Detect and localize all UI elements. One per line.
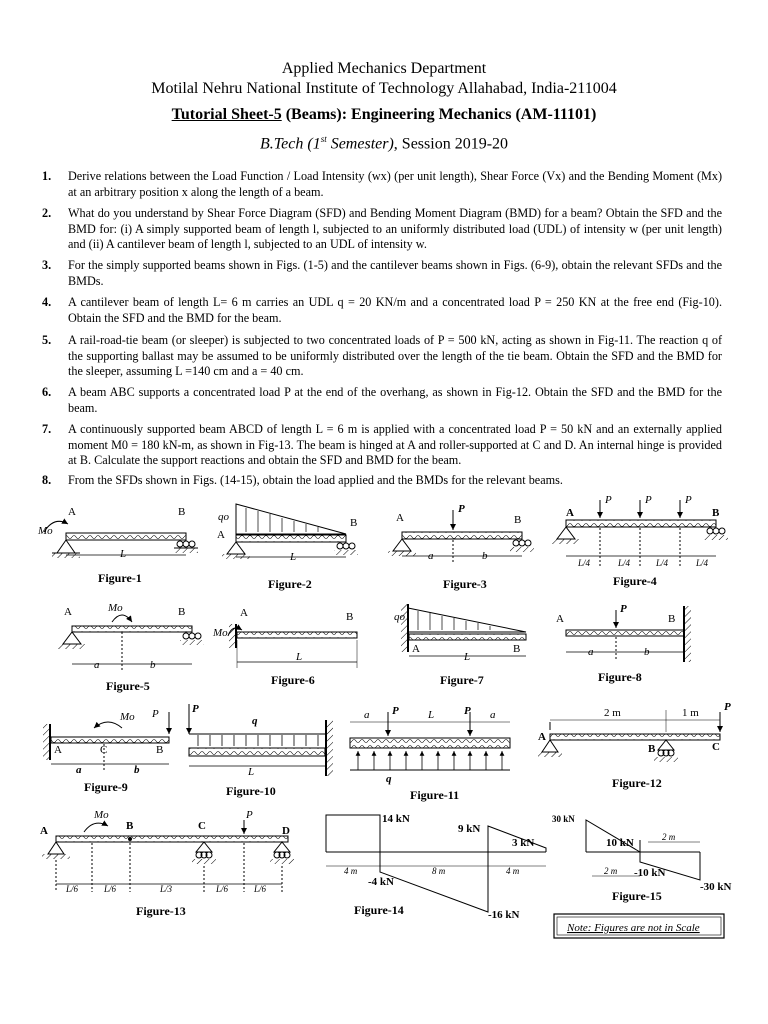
label-C: C	[198, 820, 206, 832]
question-number: 7.	[42, 422, 52, 436]
caption-figure-15: Figure-15	[612, 889, 662, 903]
label-P: P	[192, 703, 199, 715]
label-B: B	[178, 606, 186, 618]
sfd-segment-1	[326, 815, 380, 852]
question-text: A continuously supported beam ABCD of length L = 6 m is applied with a concentrated load P = 50 kN and an externally applied moment M0 = 180 kN-m, as shown in Fig-13. The beam is hinged at A and roller-supported at C and D. An internal hinge is provided at B. Calculate the support reactions and obtain the SFD and BMD for the beam.	[68, 422, 722, 467]
caption-figure-3: Figure-3	[443, 577, 487, 591]
caption-figure-8: Figure-8	[598, 670, 642, 684]
beam	[550, 734, 720, 740]
question-text: What do you understand by Shear Force Diagram (SFD) and Bending Moment Diagram (BMD) for a beam? Obtain the SFD and the BMD for: (i) A simply supported beam of length l, subjected to an uniformly distributed load (UDL) of intensity w (per unit length) and (ii) A cantilever beam of length l, subjected to an UDL of intensity w.	[68, 206, 722, 251]
label-4m: 4 m	[506, 866, 520, 876]
figure-1	[37, 506, 198, 585]
beam	[56, 836, 288, 842]
label-P3: P	[685, 494, 692, 506]
course-sup: st	[320, 134, 327, 144]
caption-figure-13: Figure-13	[136, 904, 186, 918]
label-B: B	[668, 613, 676, 625]
label-P: P	[246, 809, 253, 821]
hinge-support	[57, 540, 75, 553]
caption-figure-5: Figure-5	[106, 679, 150, 693]
label-Mo: Mo	[120, 711, 135, 723]
tutorial-label: Tutorial Sheet-5	[171, 106, 282, 123]
figure-13	[40, 809, 294, 918]
label-A: A	[556, 613, 564, 625]
beam	[66, 533, 186, 540]
label-P: P	[724, 701, 731, 713]
label-C: C	[100, 744, 108, 756]
department-heading: Applied Mechanics Department	[281, 60, 487, 77]
note-box	[554, 914, 724, 938]
label-2m: 2 m	[604, 707, 621, 719]
beam	[72, 626, 192, 632]
caption-figure-14: Figure-14	[354, 903, 404, 917]
label-B: B	[178, 506, 186, 518]
caption-figure-6: Figure-6	[271, 673, 315, 687]
label-Mo: Mo	[94, 809, 109, 821]
question-number: 2.	[42, 206, 52, 220]
label-B: B	[346, 611, 354, 623]
beam	[236, 535, 346, 542]
beam	[189, 748, 325, 756]
question-number: 3.	[42, 258, 52, 272]
question-text: A cantilever beam of length L= 6 m carries an UDL q = 20 KN/m and a concentrated load P = 250 KN at the free end (Fig-10). Obtain the SFD and the BMD for the beam.	[68, 295, 722, 325]
caption-figure-1: Figure-1	[98, 571, 142, 585]
label-P: P	[458, 503, 465, 515]
label-q: q	[386, 773, 392, 785]
label-L4: L/4	[618, 558, 631, 568]
figure-5	[58, 602, 204, 693]
beam	[350, 738, 510, 748]
triangular-load	[408, 608, 526, 632]
question-text: For the simply supported beams shown in Figs. (1-5) and the cantilever beams shown in Figs. (6-9), obtain the relevant SFDs and the BMDs.	[68, 258, 722, 288]
label-B: B	[126, 820, 134, 832]
label-L: L	[428, 709, 435, 721]
label-b: b	[134, 764, 140, 776]
label-A: A	[68, 506, 76, 518]
label-Mo: Mo	[38, 525, 53, 537]
label-L: L	[248, 766, 255, 778]
question-number: 4.	[42, 295, 52, 309]
label-L6: L/6	[104, 884, 117, 894]
label-B: B	[514, 514, 522, 526]
label-L6: L/6	[216, 884, 229, 894]
label-P2: P	[645, 494, 652, 506]
label-B: B	[712, 507, 720, 519]
label-qo: qo	[394, 611, 405, 623]
label-P: P	[464, 705, 471, 717]
label-4m: 4 m	[344, 866, 358, 876]
label-A: A	[54, 744, 62, 756]
label-2m: 2 m	[662, 832, 676, 842]
label-P: P	[392, 705, 399, 717]
sfd-value: -30 kN	[700, 881, 732, 893]
caption-figure-7: Figure-7	[440, 673, 484, 687]
note-text: Note: Figures are not in Scale	[567, 922, 700, 934]
label-B: B	[156, 744, 164, 756]
label-A: A	[396, 512, 404, 524]
label-q: q	[252, 715, 258, 727]
figure-2	[217, 504, 358, 591]
triangular-load	[236, 504, 346, 534]
label-a: a	[76, 764, 82, 776]
question-text: A rail-road-tie beam (or sleeper) is subjected to two concentrated loads of P = 500 kN, acting as shown in Fig-11. The reaction q of the supporting ballast may be assumed to be uniformly distributed over the length of the tie beam. Obtain the SFD and the BMD for the sleeper, assuming L =140 cm and a = 40 cm.	[68, 333, 722, 378]
label-2m: 2 m	[604, 866, 618, 876]
label-b: b	[644, 646, 650, 658]
question-text: From the SFDs shown in Figs. (14-15), obtain the load applied and the BMDs for the relevant beams.	[68, 473, 563, 487]
label-b: b	[150, 659, 156, 671]
question-number: 6.	[42, 385, 52, 399]
figure-11	[350, 705, 510, 802]
label-a: a	[428, 550, 434, 562]
figure-4	[552, 494, 728, 588]
sfd-value: 10 kN	[606, 837, 634, 849]
beam	[409, 634, 526, 640]
label-A: A	[412, 643, 420, 655]
label-a: a	[588, 646, 594, 658]
caption-figure-10: Figure-10	[226, 784, 276, 798]
figure-9	[43, 708, 169, 794]
caption-figure-11: Figure-11	[410, 788, 460, 802]
figure-7	[394, 604, 526, 687]
label-B: B	[350, 517, 358, 529]
label-A: A	[64, 606, 72, 618]
label-P: P	[620, 603, 627, 615]
caption-figure-9: Figure-9	[84, 780, 128, 794]
question-text: A beam ABC supports a concentrated load P at the end of the overhang, as shown in Fig-12. Obtain the SFD and the BMD for the beam.	[68, 385, 722, 415]
label-P1: P	[605, 494, 612, 506]
course-pre: B.Tech (1	[259, 135, 321, 153]
sfd-value: 30 kN	[552, 814, 575, 824]
label-L: L	[290, 551, 297, 563]
label-a: a	[490, 709, 496, 721]
label-qo: qo	[218, 511, 229, 523]
sfd-value: -16 kN	[488, 909, 520, 921]
label-a: a	[364, 709, 370, 721]
label-B: B	[648, 743, 656, 755]
label-A: A	[240, 607, 248, 619]
label-b: b	[482, 550, 488, 562]
figure-6	[212, 607, 357, 687]
sfd-value: -10 kN	[634, 867, 666, 879]
question-number: 1.	[42, 169, 52, 183]
question-number: 5.	[42, 333, 52, 347]
label-D: D	[282, 825, 290, 837]
beam	[51, 737, 169, 743]
label-P: P	[152, 708, 159, 720]
caption-figure-4: Figure-4	[613, 574, 657, 588]
label-1m: 1 m	[682, 707, 699, 719]
label-C: C	[712, 741, 720, 753]
figure-10	[189, 703, 333, 798]
sfd-value: 14 kN	[382, 813, 410, 825]
figure-12	[538, 701, 731, 790]
course-post: Semester)	[326, 135, 394, 153]
label-L6: L/6	[66, 884, 79, 894]
caption-figure-2: Figure-2	[268, 577, 312, 591]
label-L: L	[464, 651, 471, 663]
beam	[566, 630, 684, 636]
label-8m: 8 m	[432, 866, 446, 876]
question-text: Derive relations between the Load Function / Load Intensity (wx) (per unit length), Shear Force (Vx) and the Bending Moment (Mx) at an arbitrary position x along the length of a beam.	[68, 169, 722, 199]
label-L: L	[296, 651, 303, 663]
beam	[402, 532, 522, 539]
figure-8	[556, 603, 691, 684]
figure-14	[326, 813, 546, 921]
sfd-value: 3 kN	[512, 837, 535, 849]
figure-3	[388, 503, 534, 591]
label-A: A	[538, 731, 546, 743]
caption-figure-12: Figure-12	[612, 776, 662, 790]
figure-15	[552, 814, 732, 903]
beam	[566, 520, 716, 527]
label-B: B	[513, 643, 521, 655]
title-rest: (Beams): Engineering Mechanics (AM-11101)	[281, 106, 597, 123]
label-L4: L/4	[578, 558, 591, 568]
label-L: L	[120, 548, 127, 560]
question-number: 8.	[42, 473, 52, 487]
label-L6: L/6	[254, 884, 267, 894]
label-A: A	[40, 825, 48, 837]
label-a: a	[94, 659, 100, 671]
sfd-value: 9 kN	[458, 823, 481, 835]
institute-heading: Motilal Nehru National Institute of Technology Allahabad, India-211004	[151, 80, 617, 97]
label-Mo: Mo	[213, 627, 228, 639]
label-L3: L/3	[160, 884, 173, 894]
beam	[237, 632, 357, 638]
session: , Session 2019-20	[393, 135, 509, 153]
label-A: A	[566, 507, 574, 519]
label-L4: L/4	[656, 558, 669, 568]
label-L4: L/4	[696, 558, 709, 568]
label-Mo: Mo	[108, 602, 123, 614]
sfd-value: -4 kN	[368, 876, 394, 888]
label-A: A	[217, 529, 225, 541]
